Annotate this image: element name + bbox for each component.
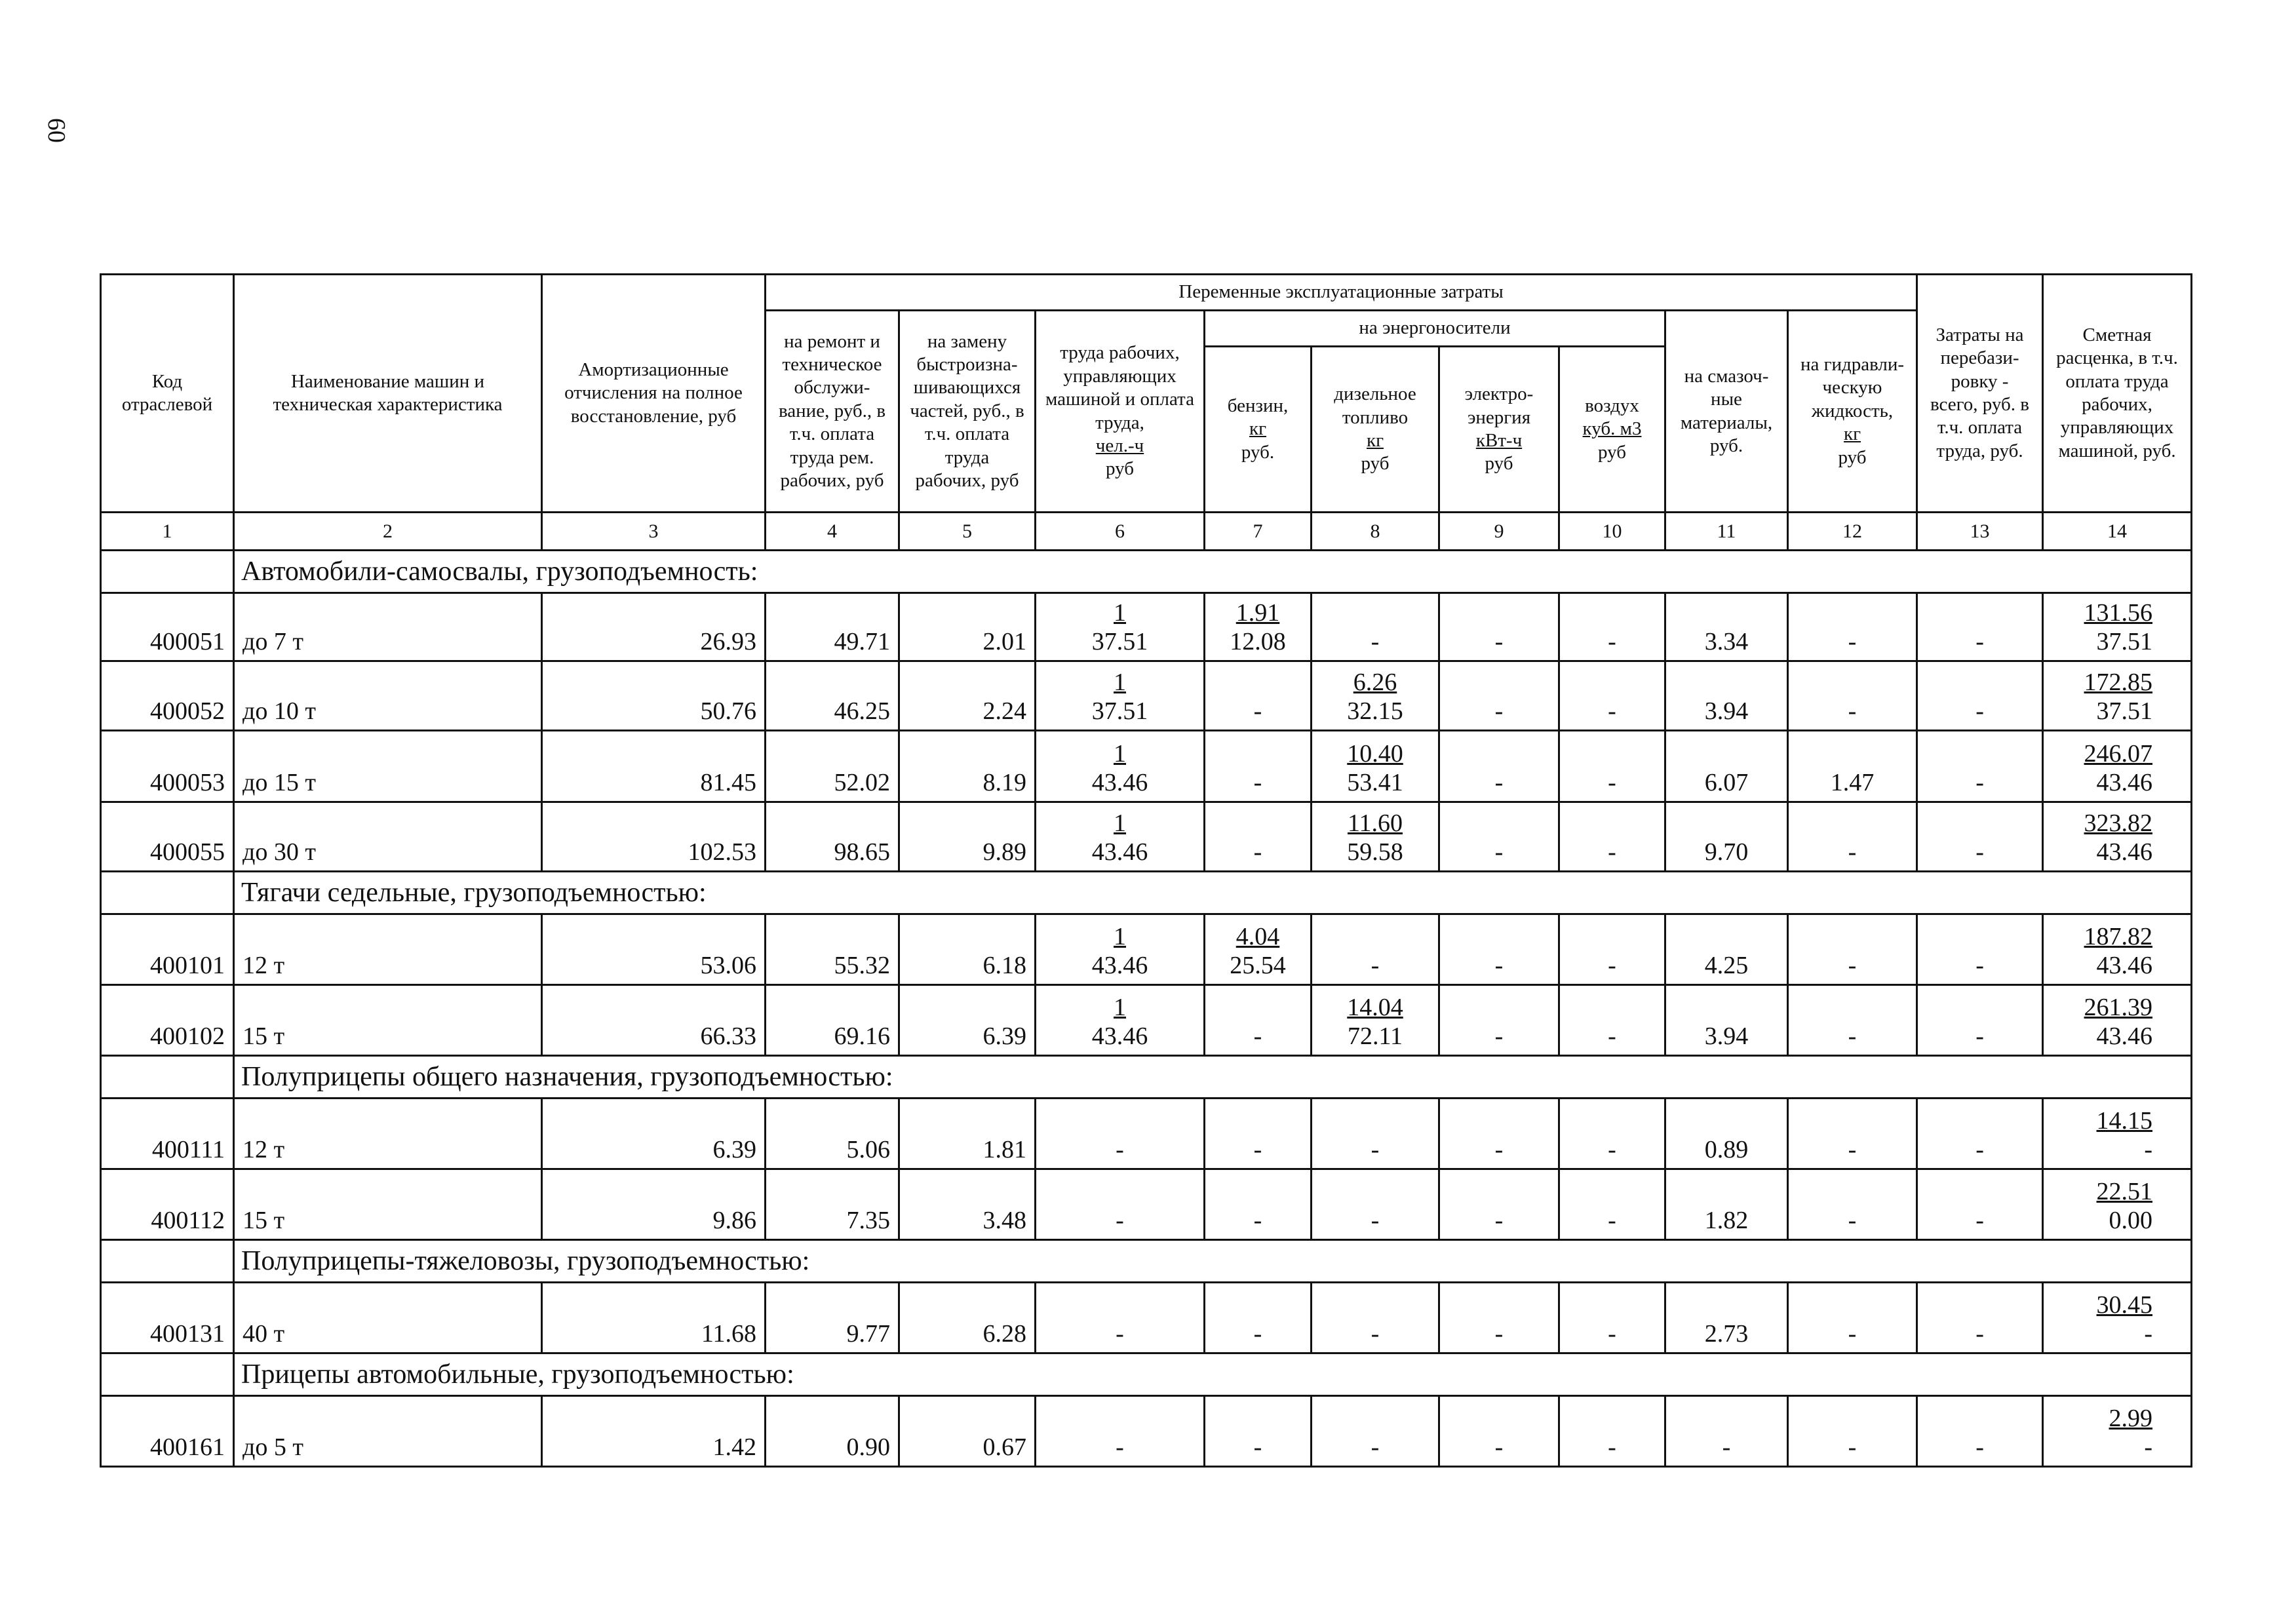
- machine-name: 40 т: [234, 1283, 542, 1353]
- labor-value-lower: 37.51: [1091, 697, 1148, 725]
- section-spacer: [101, 551, 234, 593]
- amortization-value: 1.42: [542, 1396, 766, 1467]
- labor-value-lower: 37.51: [1091, 628, 1148, 655]
- diesel-value-lower: -: [1371, 1136, 1380, 1163]
- labor-value-lower: 43.46: [1091, 1022, 1148, 1050]
- column-number: 5: [899, 513, 1036, 551]
- petrol-value: [1205, 1396, 1312, 1467]
- hydraulic-value: -: [1788, 1283, 1917, 1353]
- header-lubricants: на смазоч-ные материалы, руб.: [1665, 311, 1788, 513]
- relocation-value: -: [1917, 1283, 2043, 1353]
- amortization-value: 81.45: [542, 731, 766, 802]
- electric-value: -: [1439, 1099, 1559, 1169]
- air-value: -: [1559, 661, 1665, 731]
- parts-value: 6.18: [899, 914, 1036, 985]
- hydraulic-value: 1.47: [1788, 731, 1917, 802]
- labor-value: [1036, 661, 1205, 731]
- header-electric: электро-энергия кВт-ч руб: [1439, 347, 1559, 513]
- diesel-value-lower: -: [1371, 1433, 1380, 1461]
- labor-value: [1036, 1283, 1205, 1353]
- machine-name: до 15 т: [234, 731, 542, 802]
- air-value: -: [1559, 914, 1665, 985]
- rate-value: [2043, 1283, 2192, 1353]
- hydraulic-value: -: [1788, 914, 1917, 985]
- rate-value-lower: 0.00: [2109, 1207, 2153, 1234]
- diesel-value: [1312, 731, 1439, 802]
- labor-value-upper: 1: [1114, 994, 1126, 1021]
- electric-value: -: [1439, 661, 1559, 731]
- rate-value-lower: 37.51: [2096, 697, 2153, 725]
- petrol-value: [1205, 1283, 1312, 1353]
- labor-value: [1036, 1396, 1205, 1467]
- table-row: [101, 985, 2192, 1056]
- diesel-value: [1312, 914, 1439, 985]
- petrol-value-upper: 4.04: [1236, 923, 1280, 950]
- petrol-value-lower: 25.54: [1230, 952, 1286, 979]
- diesel-value: [1312, 802, 1439, 872]
- column-number: 7: [1205, 513, 1312, 551]
- parts-value: 8.19: [899, 731, 1036, 802]
- header-air: воздух куб. м3 руб: [1559, 347, 1665, 513]
- labor-value-upper: 1: [1114, 599, 1126, 627]
- labor-value: [1036, 1169, 1205, 1240]
- relocation-value: -: [1917, 1099, 2043, 1169]
- section-header-row: [101, 1353, 2192, 1396]
- petrol-value-lower: -: [1253, 1136, 1262, 1163]
- rate-value-lower: -: [2144, 1320, 2153, 1348]
- hydraulic-value: -: [1788, 593, 1917, 661]
- relocation-value: -: [1917, 914, 2043, 985]
- repair-value: 46.25: [766, 661, 899, 731]
- air-value: -: [1559, 1283, 1665, 1353]
- electric-value: -: [1439, 593, 1559, 661]
- labor-value-lower: -: [1116, 1136, 1124, 1163]
- rate-value-upper: 131.56: [2084, 599, 2153, 627]
- labor-value-lower: -: [1116, 1207, 1124, 1234]
- rate-value-upper: 22.51: [2096, 1178, 2153, 1205]
- table-row: [101, 593, 2192, 661]
- machine-code: 400051: [101, 593, 234, 661]
- electric-value: -: [1439, 1396, 1559, 1467]
- section-spacer: [101, 872, 234, 914]
- hydraulic-value: -: [1788, 661, 1917, 731]
- labor-value: [1036, 731, 1205, 802]
- repair-value: 98.65: [766, 802, 899, 872]
- labor-value-lower: 43.46: [1091, 838, 1148, 866]
- labor-value-lower: -: [1116, 1433, 1124, 1461]
- column-number: 8: [1312, 513, 1439, 551]
- lubricants-value: 0.89: [1665, 1099, 1788, 1169]
- parts-value: 2.24: [899, 661, 1036, 731]
- amortization-value: 53.06: [542, 914, 766, 985]
- parts-value: 3.48: [899, 1169, 1036, 1240]
- machine-name: до 7 т: [234, 593, 542, 661]
- electric-value: -: [1439, 985, 1559, 1056]
- relocation-value: -: [1917, 985, 2043, 1056]
- petrol-value: [1205, 914, 1312, 985]
- machine-name: до 30 т: [234, 802, 542, 872]
- relocation-value: -: [1917, 593, 2043, 661]
- diesel-value: [1312, 985, 1439, 1056]
- lubricants-value: 1.82: [1665, 1169, 1788, 1240]
- table-row: [101, 1169, 2192, 1240]
- rate-value: [2043, 593, 2192, 661]
- header-repair: на ремонт и техническое обслужи-вание, руб., в т.ч. оплата труда рем. рабочих, руб: [766, 311, 899, 513]
- petrol-value-lower: -: [1253, 769, 1262, 796]
- lubricants-value: 3.94: [1665, 661, 1788, 731]
- rate-value: [2043, 802, 2192, 872]
- diesel-value: [1312, 593, 1439, 661]
- diesel-value-lower: 59.58: [1347, 838, 1403, 866]
- header-energy: на энергоносители: [1205, 311, 1665, 347]
- diesel-value-upper: 6.26: [1353, 669, 1397, 696]
- petrol-value: [1205, 1169, 1312, 1240]
- petrol-value-lower: -: [1253, 1320, 1262, 1348]
- labor-value-lower: 43.46: [1091, 769, 1148, 796]
- section-header-row: [101, 1240, 2192, 1283]
- petrol-value-lower: 12.08: [1230, 628, 1286, 655]
- machine-name: 12 т: [234, 1099, 542, 1169]
- petrol-value-upper: 1.91: [1236, 599, 1280, 627]
- petrol-value-lower: -: [1253, 838, 1262, 866]
- table-row: [101, 1099, 2192, 1169]
- table-row: [101, 1396, 2192, 1467]
- table-row: [101, 1283, 2192, 1353]
- electric-value: -: [1439, 914, 1559, 985]
- header-relocation: Затраты на перебази-ровку - всего, руб. в т.ч. оплата труда, руб.: [1917, 275, 2043, 513]
- diesel-value: [1312, 1099, 1439, 1169]
- lubricants-value: 6.07: [1665, 731, 1788, 802]
- section-header-row: [101, 872, 2192, 914]
- machine-code: 400053: [101, 731, 234, 802]
- amortization-value: 50.76: [542, 661, 766, 731]
- parts-value: 6.39: [899, 985, 1036, 1056]
- lubricants-value: 3.94: [1665, 985, 1788, 1056]
- relocation-value: -: [1917, 1396, 2043, 1467]
- machine-name: 15 т: [234, 985, 542, 1056]
- petrol-value: [1205, 985, 1312, 1056]
- machine-code: 400112: [101, 1169, 234, 1240]
- section-title: Прицепы автомобильные, грузоподъемностью:: [234, 1353, 2192, 1396]
- labor-value-upper: 1: [1114, 809, 1126, 837]
- relocation-value: -: [1917, 661, 2043, 731]
- diesel-value-lower: -: [1371, 628, 1380, 655]
- air-value: -: [1559, 1396, 1665, 1467]
- rate-value-upper: 261.39: [2084, 994, 2153, 1021]
- rate-value: [2043, 985, 2192, 1056]
- column-number: 11: [1665, 513, 1788, 551]
- machine-code: 400131: [101, 1283, 234, 1353]
- rate-value-lower: -: [2144, 1433, 2153, 1461]
- rate-value: [2043, 1169, 2192, 1240]
- machine-name: 12 т: [234, 914, 542, 985]
- rate-value-lower: 43.46: [2096, 769, 2153, 796]
- diesel-value: [1312, 1283, 1439, 1353]
- machine-code: 400111: [101, 1099, 234, 1169]
- rate-value: [2043, 661, 2192, 731]
- amortization-value: 9.86: [542, 1169, 766, 1240]
- diesel-value-lower: -: [1371, 952, 1380, 979]
- rate-value-lower: 43.46: [2096, 838, 2153, 866]
- petrol-value-lower: -: [1253, 697, 1262, 725]
- header-labor: труда рабочих, управляющих машиной и оплата труда, чел.-ч руб: [1036, 311, 1205, 513]
- labor-value-lower: 43.46: [1091, 952, 1148, 979]
- repair-value: 69.16: [766, 985, 899, 1056]
- column-number: 14: [2043, 513, 2192, 551]
- repair-value: 0.90: [766, 1396, 899, 1467]
- air-value: -: [1559, 1099, 1665, 1169]
- rate-value-upper: 14.15: [2096, 1107, 2153, 1135]
- repair-value: 55.32: [766, 914, 899, 985]
- labor-value: [1036, 593, 1205, 661]
- petrol-value: [1205, 1099, 1312, 1169]
- air-value: -: [1559, 802, 1665, 872]
- header-rate: Сметная расценка, в т.ч. оплата труда рабочих, управляющих машиной, руб.: [2043, 275, 2192, 513]
- parts-value: 6.28: [899, 1283, 1036, 1353]
- section-header-row: [101, 551, 2192, 593]
- column-number: 12: [1788, 513, 1917, 551]
- petrol-value-lower: -: [1253, 1022, 1262, 1050]
- rate-value-upper: 2.99: [2109, 1405, 2153, 1432]
- machine-code: 400101: [101, 914, 234, 985]
- repair-value: 49.71: [766, 593, 899, 661]
- machine-name: до 5 т: [234, 1396, 542, 1467]
- parts-value: 1.81: [899, 1099, 1036, 1169]
- rate-value: [2043, 914, 2192, 985]
- section-spacer: [101, 1056, 234, 1099]
- air-value: -: [1559, 985, 1665, 1056]
- petrol-value-lower: -: [1253, 1207, 1262, 1234]
- table-row: [101, 802, 2192, 872]
- electric-value: -: [1439, 1169, 1559, 1240]
- diesel-value-upper: 14.04: [1347, 994, 1403, 1021]
- lubricants-value: -: [1665, 1396, 1788, 1467]
- diesel-value: [1312, 1396, 1439, 1467]
- petrol-value: [1205, 802, 1312, 872]
- hydraulic-value: -: [1788, 985, 1917, 1056]
- column-number: 4: [766, 513, 899, 551]
- electric-value: -: [1439, 802, 1559, 872]
- labor-value-upper: 1: [1114, 669, 1126, 696]
- air-value: -: [1559, 1169, 1665, 1240]
- hydraulic-value: -: [1788, 1169, 1917, 1240]
- header-amortization: Амортизационные отчисления на полное восстановление, руб: [542, 275, 766, 513]
- header-hydraulic: на гидравли-ческую жидкость, кг руб: [1788, 311, 1917, 513]
- relocation-value: -: [1917, 731, 2043, 802]
- air-value: -: [1559, 593, 1665, 661]
- rate-value-lower: 43.46: [2096, 952, 2153, 979]
- hydraulic-value: -: [1788, 1099, 1917, 1169]
- repair-value: 9.77: [766, 1283, 899, 1353]
- machine-cost-table: [100, 273, 2192, 1468]
- column-number: 6: [1036, 513, 1205, 551]
- column-number-row: [101, 513, 2192, 551]
- header-variable-costs: Переменные эксплуатационные затраты: [766, 275, 1917, 311]
- machine-code: 400161: [101, 1396, 234, 1467]
- machine-code: 400052: [101, 661, 234, 731]
- rate-value-lower: -: [2144, 1136, 2153, 1163]
- air-value: -: [1559, 731, 1665, 802]
- electric-value: -: [1439, 731, 1559, 802]
- rate-value: [2043, 731, 2192, 802]
- column-number: 3: [542, 513, 766, 551]
- column-number: 10: [1559, 513, 1665, 551]
- labor-value: [1036, 985, 1205, 1056]
- amortization-value: 102.53: [542, 802, 766, 872]
- diesel-value-upper: 10.40: [1347, 740, 1403, 768]
- parts-value: 2.01: [899, 593, 1036, 661]
- relocation-value: -: [1917, 802, 2043, 872]
- amortization-value: 26.93: [542, 593, 766, 661]
- section-title: Полуприцепы-тяжеловозы, грузоподъемностью:: [234, 1240, 2192, 1283]
- amortization-value: 6.39: [542, 1099, 766, 1169]
- lubricants-value: 9.70: [1665, 802, 1788, 872]
- machine-name: до 10 т: [234, 661, 542, 731]
- rate-value-upper: 246.07: [2084, 740, 2153, 768]
- header-name: Наименование машин и техническая характеристика: [234, 275, 542, 513]
- hydraulic-value: -: [1788, 1396, 1917, 1467]
- labor-value-upper: 1: [1114, 740, 1126, 768]
- lubricants-value: 2.73: [1665, 1283, 1788, 1353]
- header-parts: на замену быстроизна-шивающихся частей, руб., в т.ч. оплата труда рабочих, руб: [899, 311, 1036, 513]
- labor-value: [1036, 1099, 1205, 1169]
- parts-value: 9.89: [899, 802, 1036, 872]
- rate-value-upper: 172.85: [2084, 669, 2153, 696]
- repair-value: 7.35: [766, 1169, 899, 1240]
- labor-value: [1036, 802, 1205, 872]
- diesel-value-upper: 11.60: [1347, 809, 1403, 837]
- repair-value: 5.06: [766, 1099, 899, 1169]
- diesel-value-lower: -: [1371, 1207, 1380, 1234]
- section-spacer: [101, 1240, 234, 1283]
- machine-name: 15 т: [234, 1169, 542, 1240]
- section-title: Полуприцепы общего назначения, грузоподъемностью:: [234, 1056, 2192, 1099]
- petrol-value: [1205, 731, 1312, 802]
- labor-value: [1036, 914, 1205, 985]
- electric-value: -: [1439, 1283, 1559, 1353]
- rate-value-upper: 30.45: [2096, 1291, 2153, 1319]
- lubricants-value: 4.25: [1665, 914, 1788, 985]
- header-code: Код отраслевой: [101, 275, 234, 513]
- header-diesel: дизельное топливо кг руб: [1312, 347, 1439, 513]
- header-petrol: бензин, кг руб.: [1205, 347, 1312, 513]
- column-number: 1: [101, 513, 234, 551]
- section-title: Тягачи седельные, грузоподъемностью:: [234, 872, 2192, 914]
- column-number: 13: [1917, 513, 2043, 551]
- machine-code: 400102: [101, 985, 234, 1056]
- table-row: [101, 661, 2192, 731]
- lubricants-value: 3.34: [1665, 593, 1788, 661]
- table-row: [101, 731, 2192, 802]
- rate-value-lower: 37.51: [2096, 628, 2153, 655]
- labor-value-lower: -: [1116, 1320, 1124, 1348]
- section-title: Автомобили-самосвалы, грузоподъемность:: [234, 551, 2192, 593]
- relocation-value: -: [1917, 1169, 2043, 1240]
- diesel-value-lower: -: [1371, 1320, 1380, 1348]
- diesel-value: [1312, 661, 1439, 731]
- rate-value: [2043, 1099, 2192, 1169]
- amortization-value: 66.33: [542, 985, 766, 1056]
- section-header-row: [101, 1056, 2192, 1099]
- column-number: 2: [234, 513, 542, 551]
- petrol-value: [1205, 593, 1312, 661]
- petrol-value-lower: -: [1253, 1433, 1262, 1461]
- diesel-value: [1312, 1169, 1439, 1240]
- table-row: [101, 914, 2192, 985]
- rate-value-upper: 187.82: [2084, 923, 2153, 950]
- rate-value-lower: 43.46: [2096, 1022, 2153, 1050]
- machine-code: 400055: [101, 802, 234, 872]
- diesel-value-lower: 53.41: [1347, 769, 1403, 796]
- column-number: 9: [1439, 513, 1559, 551]
- labor-value-upper: 1: [1114, 923, 1126, 950]
- petrol-value: [1205, 661, 1312, 731]
- page-number: 60: [43, 118, 70, 143]
- hydraulic-value: -: [1788, 802, 1917, 872]
- parts-value: 0.67: [899, 1396, 1036, 1467]
- diesel-value-lower: 32.15: [1347, 697, 1403, 725]
- rate-value-upper: 323.82: [2084, 809, 2153, 837]
- diesel-value-lower: 72.11: [1347, 1022, 1403, 1050]
- section-spacer: [101, 1353, 234, 1396]
- rate-value: [2043, 1396, 2192, 1467]
- amortization-value: 11.68: [542, 1283, 766, 1353]
- repair-value: 52.02: [766, 731, 899, 802]
